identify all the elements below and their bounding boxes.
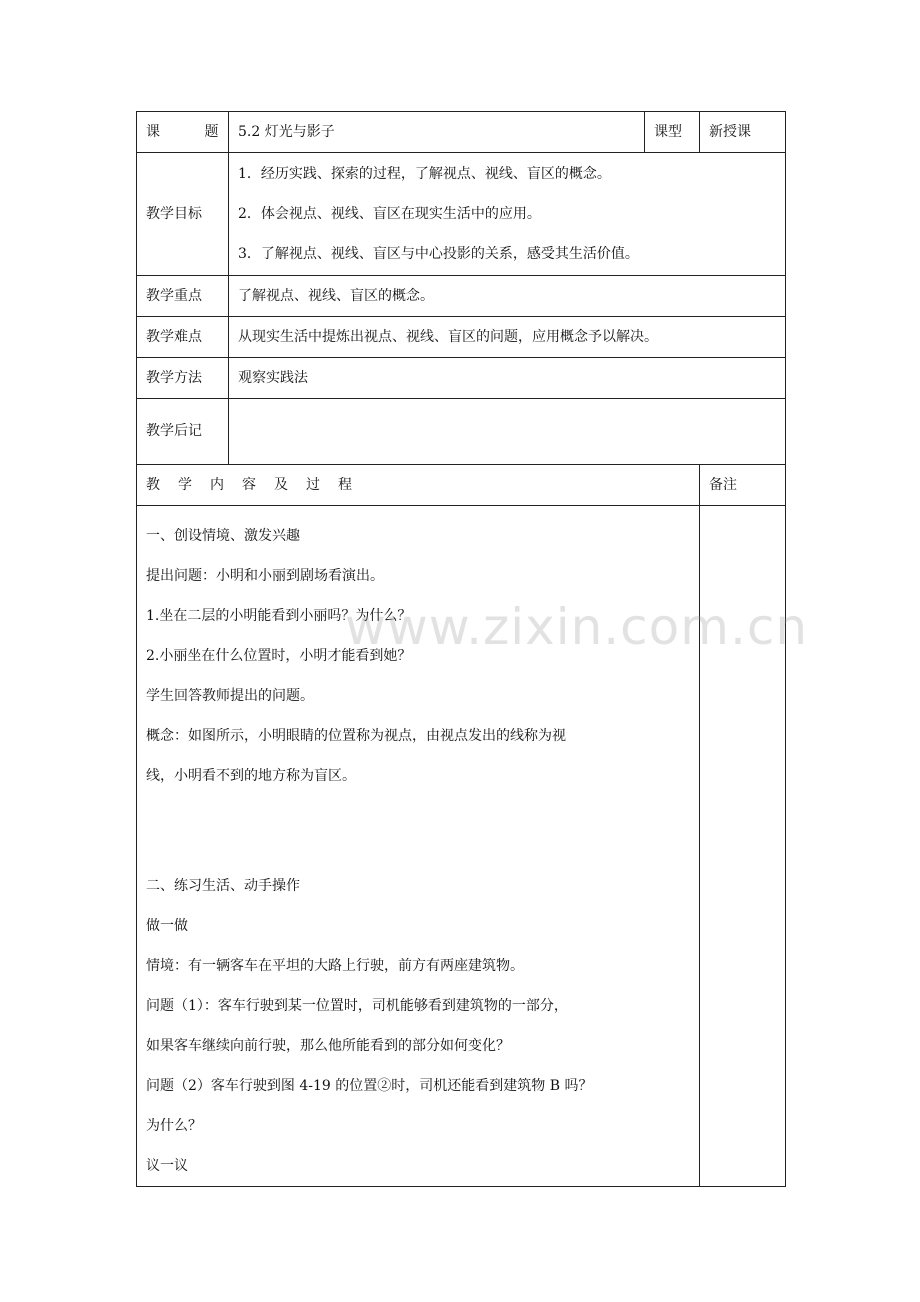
notes-row <box>137 399 786 465</box>
section1-line-5: 学生回答教师提出的问题。 <box>146 688 314 704</box>
section1-line-2: 提出问题：小明和小丽到剧场看演出。 <box>146 568 384 584</box>
remark-column <box>700 506 786 1187</box>
title-label: 课 题 <box>137 112 229 153</box>
section2-line-4: 问题（1）：客车行驶到某一位置时，司机能够看到建筑物的一部分， <box>146 998 568 1014</box>
section1-line-4: 2.小丽坐在什么位置时，小明才能看到她？ <box>146 648 412 664</box>
lesson-type-value: 新授课 <box>700 112 786 153</box>
key-points-label: 教学重点 <box>137 276 229 317</box>
section2-line-6: 问题（2）客车行驶到图 4-19 的位置②时，司机还能看到建筑物 B 吗？ <box>146 1078 593 1094</box>
difficulties-value: 从现实生活中提炼出视点、视线、盲区的问题，应用概念予以解决。 <box>229 317 786 358</box>
difficulties-row <box>137 317 786 358</box>
title-row <box>137 112 786 153</box>
section1-line-7: 线，小明看不到的地方称为盲区。 <box>146 768 356 784</box>
notes-value <box>229 399 786 465</box>
section2-line-2: 做一做 <box>146 918 188 934</box>
lesson-type-label: 课型 <box>645 112 700 153</box>
difficulties-label: 教学难点 <box>137 317 229 358</box>
goals-list <box>229 153 786 276</box>
section2-line-5: 如果客车继续向前行驶，那么他所能看到的部分如何变化？ <box>146 1038 510 1054</box>
section2-line-8: 议一议 <box>146 1158 188 1174</box>
section2-line-1: 二、练习生活、动手操作 <box>146 878 300 894</box>
method-row <box>137 358 786 399</box>
section2-line-7: 为什么？ <box>146 1118 202 1134</box>
process-content-row <box>137 506 786 1187</box>
goal-item-2: 2．体会视点、视线、盲区在现实生活中的应用。 <box>238 206 541 222</box>
key-points-value: 了解视点、视线、盲区的概念。 <box>229 276 786 317</box>
goal-item-3: 3．了解视点、视线、盲区与中心投影的关系，感受其生活价值。 <box>238 246 639 262</box>
goals-row <box>137 153 786 276</box>
key-points-row <box>137 276 786 317</box>
goal-item-1: 1．经历实践、探索的过程，了解视点、视线、盲区的概念。 <box>238 166 611 182</box>
section-spacer <box>146 796 690 866</box>
method-label: 教学方法 <box>137 358 229 399</box>
method-value: 观察实践法 <box>229 358 786 399</box>
section1-line-3: 1.坐在二层的小明能看到小丽吗？为什么？ <box>146 608 412 624</box>
process-header: 教学内容及过程 <box>137 465 700 506</box>
section2-line-3: 情境：有一辆客车在平坦的大路上行驶，前方有两座建筑物。 <box>146 958 524 974</box>
lesson-plan-table <box>136 111 786 1187</box>
section1-line-1: 一、创设情境、激发兴趣 <box>146 528 300 544</box>
site-watermark: www.zixin.com.cn <box>345 598 809 656</box>
process-header-row <box>137 465 786 506</box>
title-value: 5.2 灯光与影子 <box>229 112 645 153</box>
notes-label: 教学后记 <box>137 399 229 465</box>
process-content <box>137 506 700 1187</box>
goals-label: 教学目标 <box>137 153 229 276</box>
remark-header: 备注 <box>700 465 786 506</box>
section1-line-6: 概念：如图所示，小明眼睛的位置称为视点，由视点发出的线称为视 <box>146 728 566 744</box>
